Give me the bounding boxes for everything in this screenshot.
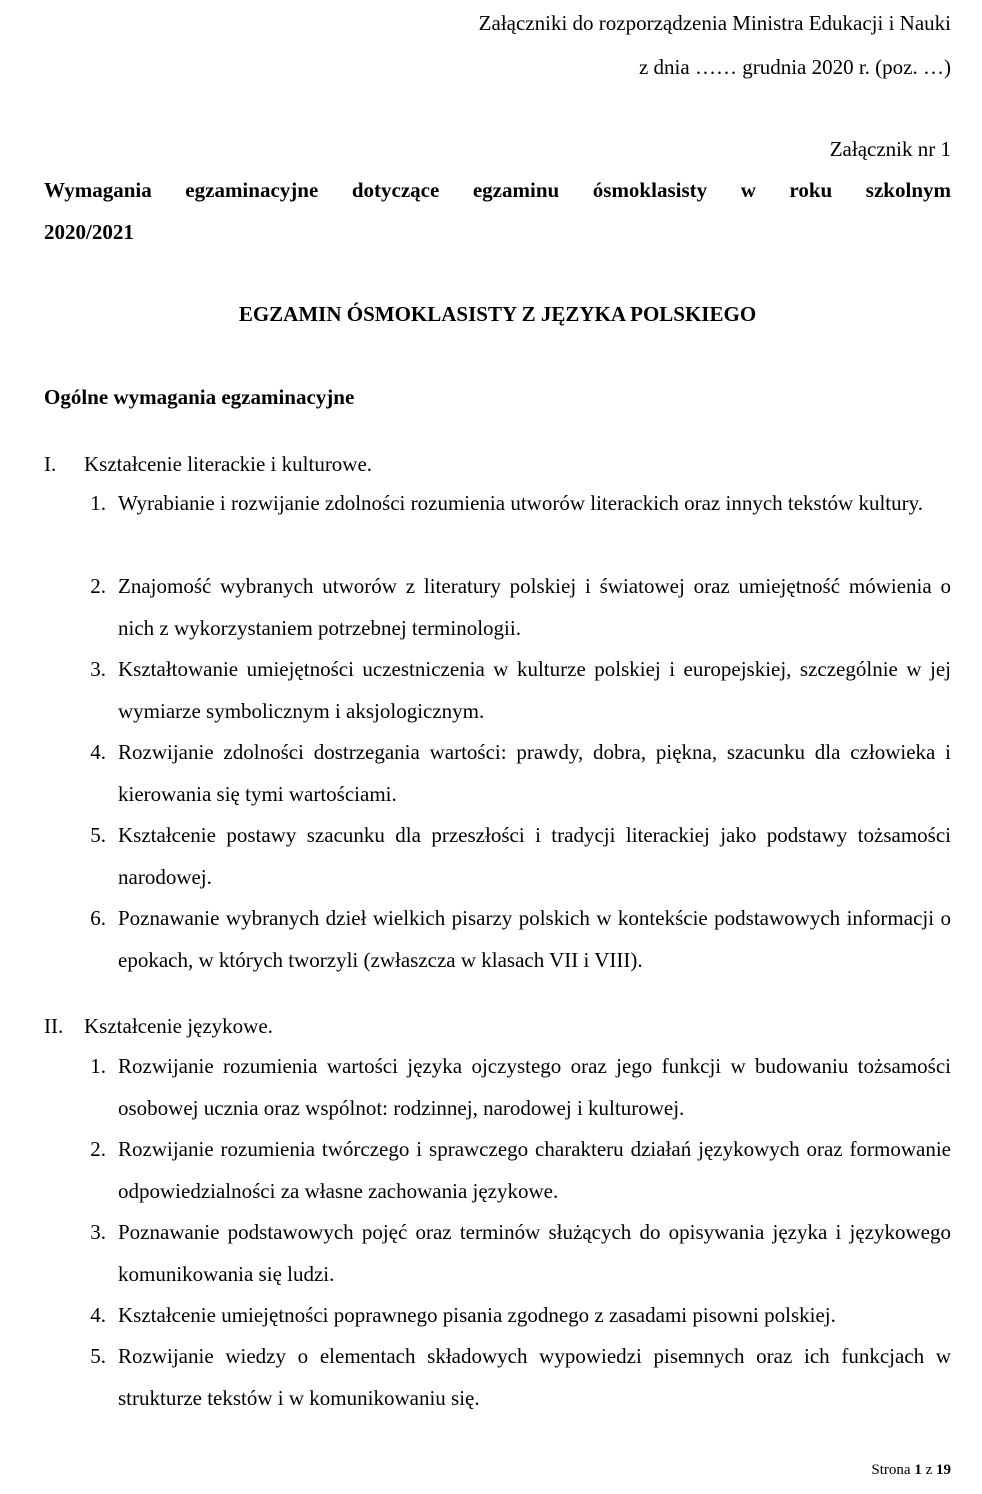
total-pages-number: 19 — [936, 1462, 951, 1478]
list-item-text: Kształcenie umiejętności poprawnego pisania zgodnego z zasadami pisowni polskiej. — [118, 1303, 836, 1327]
list-item-text: Rozwijanie rozumienia wartości języka ojczystego oraz jego funkcji w budowaniu tożsamości osobowej ucznia oraz wspólnot: rodzinnej, narodowej i kulturowej. — [118, 1054, 951, 1120]
list-item-text: Wyrabianie i rozwijanie zdolności rozumienia utworów literackich oraz innych tekstów kultury. — [118, 491, 924, 515]
list-item — [82, 731, 951, 815]
list-item — [82, 482, 951, 524]
footer-separator: z — [925, 1462, 933, 1478]
list-item-number: 4. — [90, 1303, 106, 1327]
list-item — [82, 1211, 951, 1295]
section-label: Kształcenie literackie i kulturowe. — [84, 452, 373, 476]
list-item — [82, 1294, 951, 1336]
list-item — [82, 565, 951, 649]
list-item-number: 5. — [90, 1344, 106, 1368]
list-item-number: 3. — [90, 657, 106, 681]
general-requirements-heading: Ogólne wymagania egzaminacyjne — [44, 385, 355, 409]
header-regulation-line: Załączniki do rozporządzenia Ministra Edukacji i Nauki — [478, 11, 951, 35]
list-item-number: 2. — [90, 1137, 106, 1161]
annex-label: Załącznik nr 1 — [829, 137, 951, 161]
document-title-line2: 2020/2021 — [44, 220, 134, 244]
list-item-text: Rozwijanie zdolności dostrzegania wartości: prawdy, dobra, piękna, szacunku dla człowieka i kierowania się tymi wartościami. — [118, 740, 951, 806]
footer-prefix: Strona — [871, 1462, 911, 1478]
current-page-number: 1 — [914, 1462, 922, 1478]
list-item-text: Poznawanie wybranych dzieł wielkich pisarzy polskich w kontekście podstawowych informacji o epokach, w których tworzyli (zwłaszcza w klasach VII i VIII). — [118, 906, 951, 972]
section-number: II. — [44, 1014, 64, 1038]
exam-heading: EGZAMIN ÓSMOKLASISTY Z JĘZYKA POLSKIEGO — [238, 302, 757, 326]
page-number-footer — [871, 1460, 951, 1480]
list-item — [82, 648, 951, 732]
list-item-number: 2. — [90, 574, 106, 598]
list-item — [82, 1128, 951, 1212]
section-number: I. — [44, 452, 57, 476]
document-title-line1: Wymagania egzaminacyjne dotyczące egzaminu ósmoklasisty w roku szkolnym — [44, 178, 951, 202]
list-item — [82, 1335, 951, 1419]
list-item-number: 6. — [90, 906, 106, 930]
list-item-text: Kształcenie postawy szacunku dla przeszłości i tradycji literackiej jako podstawy tożsamości narodowej. — [118, 823, 951, 889]
list-item-number: 5. — [90, 823, 106, 847]
header-date-line: z dnia …… grudnia 2020 r. (poz. …) — [638, 55, 951, 79]
list-item-number: 1. — [90, 1054, 106, 1078]
list-item-number: 4. — [90, 740, 106, 764]
list-item — [82, 1045, 951, 1129]
list-item-text: Rozwijanie wiedzy o elementach składowych wypowiedzi pisemnych oraz ich funkcjach w strukturze tekstów i w komunikowaniu się. — [118, 1344, 951, 1410]
list-item — [82, 814, 951, 898]
section-label: Kształcenie językowe. — [84, 1014, 273, 1038]
list-item-text: Poznawanie podstawowych pojęć oraz terminów służących do opisywania języka i językowego komunikowania się ludzi. — [118, 1220, 951, 1286]
list-item-text: Rozwijanie rozumienia twórczego i sprawczego charakteru działań językowych oraz formowanie odpowiedzialności za własne zachowania językowe. — [118, 1137, 951, 1203]
list-item-number: 1. — [90, 491, 106, 515]
list-item — [82, 897, 951, 981]
list-item-number: 3. — [90, 1220, 106, 1244]
list-item-text: Kształtowanie umiejętności uczestniczenia w kulturze polskiej i europejskiej, szczególnie w jej wymiarze symbolicznym i aksjologicznym. — [118, 657, 951, 723]
list-item-text: Znajomość wybranych utworów z literatury polskiej i światowej oraz umiejętność mówienia o nich z wykorzystaniem potrzebnej terminologii. — [118, 574, 951, 640]
